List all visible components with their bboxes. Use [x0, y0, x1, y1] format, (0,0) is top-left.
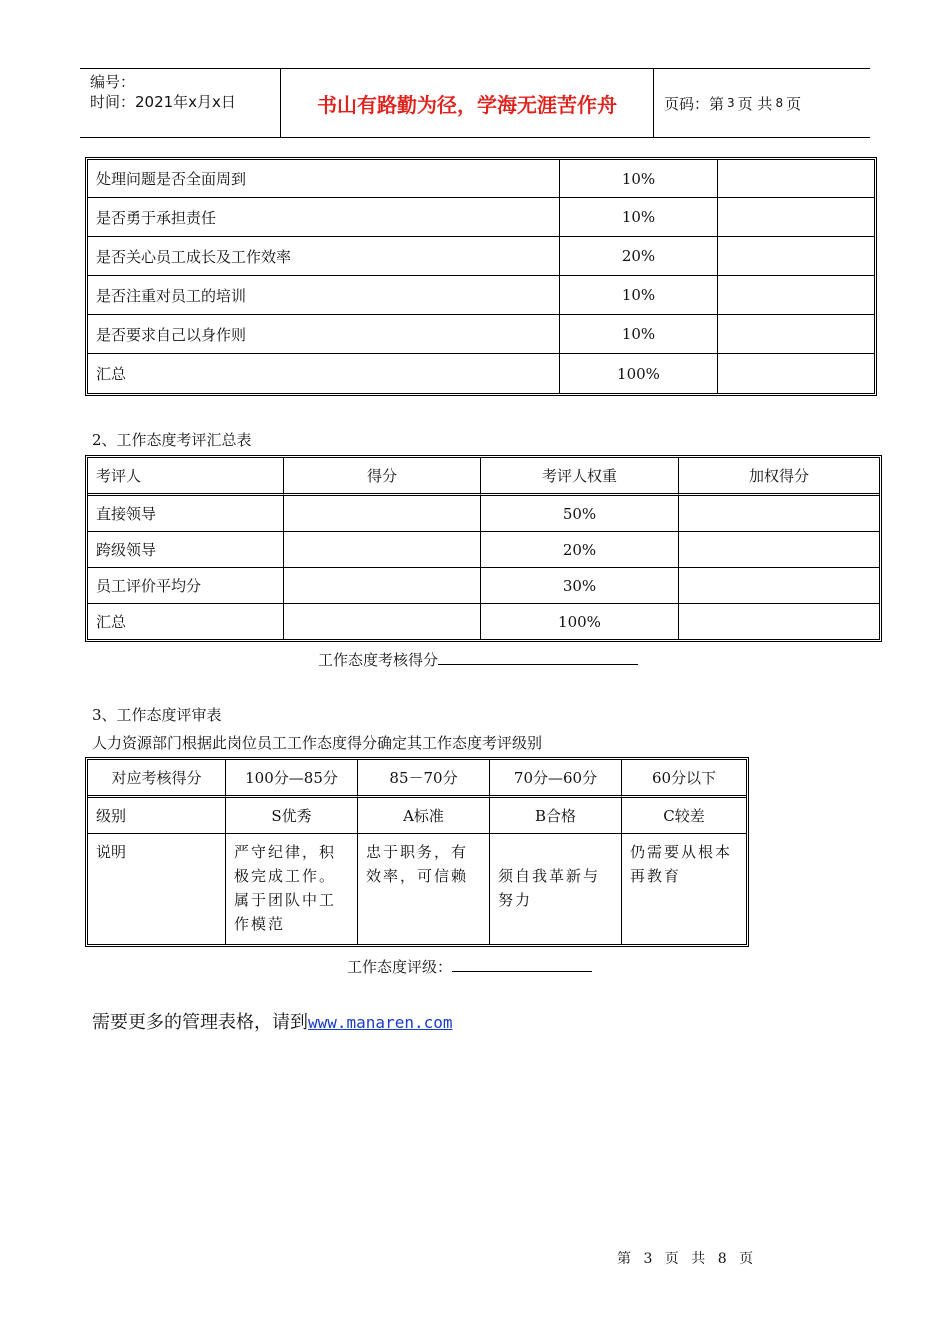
evaluator-cell: 汇总 — [88, 604, 284, 639]
weight-cell: 10% — [560, 315, 718, 354]
score-cell[interactable] — [718, 237, 874, 276]
header-cell: 加权得分 — [679, 458, 879, 496]
table-row — [88, 276, 874, 315]
header-cell: 得分 — [284, 458, 481, 496]
weight-cell: 30% — [481, 568, 679, 604]
attitude-summary-table — [85, 455, 882, 642]
score-cell[interactable] — [284, 496, 481, 532]
more-forms-text: 需要更多的管理表格，请到 — [92, 1012, 308, 1033]
item-cell: 是否勇于承担责任 — [88, 198, 560, 237]
evaluator-cell: 跨级领导 — [88, 532, 284, 568]
more-forms-line — [92, 1008, 453, 1034]
page-prefix: 页码：第 — [664, 94, 725, 113]
weighted-score-cell[interactable] — [679, 604, 879, 639]
weighted-score-cell[interactable] — [679, 532, 879, 568]
attitude-grade-table — [85, 757, 749, 947]
table-row — [88, 532, 879, 568]
weight-cell: 10% — [560, 276, 718, 315]
header-cell: 对应考核得分 — [88, 760, 226, 798]
desc-label-cell: 说明 — [88, 834, 226, 944]
weighted-score-cell[interactable] — [679, 568, 879, 604]
table-row — [88, 237, 874, 276]
item-cell: 汇总 — [88, 354, 560, 393]
score-cell[interactable] — [718, 198, 874, 237]
page-number: 第 3 页 共 8 页 — [617, 1251, 758, 1267]
evaluator-cell: 员工评价平均分 — [88, 568, 284, 604]
weight-cell: 10% — [560, 198, 718, 237]
header-cell: 70分—60分 — [490, 760, 622, 798]
table-row — [88, 798, 746, 834]
table-row — [88, 568, 879, 604]
weight-cell: 20% — [481, 532, 679, 568]
page-suffix: 页 — [786, 94, 802, 113]
table-row — [88, 315, 874, 354]
code-label: 编号： — [90, 73, 136, 91]
header-cell: 100分—85分 — [226, 760, 358, 798]
attitude-score-blank[interactable] — [438, 648, 638, 665]
item-cell: 处理问题是否全面周到 — [88, 160, 560, 198]
score-cell[interactable] — [284, 568, 481, 604]
score-cell[interactable] — [718, 160, 874, 198]
score-cell[interactable] — [718, 354, 874, 393]
item-cell: 是否关心员工成长及工作效率 — [88, 237, 560, 276]
level-label-cell: 级别 — [88, 798, 226, 834]
header-cell: 85－70分 — [358, 760, 490, 798]
header-page-info — [654, 69, 880, 137]
score-cell[interactable] — [284, 532, 481, 568]
header-meta — [80, 69, 281, 137]
attitude-score-line — [318, 648, 638, 670]
item-cell: 是否要求自己以身作则 — [88, 315, 560, 354]
level-cell: B合格 — [490, 798, 622, 834]
page-mid: 页 共 — [737, 94, 773, 113]
weight-cell: 20% — [560, 237, 718, 276]
time-label: 时间：2021年x月x日 — [90, 93, 236, 111]
weight-cell: 50% — [481, 496, 679, 532]
page-header — [80, 68, 870, 138]
level-cell: A标准 — [358, 798, 490, 834]
section3-intro: 人力资源部门根据此岗位员工工作态度得分确定其工作态度考评级别 — [92, 734, 543, 752]
page-total: 8 — [775, 96, 784, 110]
table-row — [88, 354, 874, 393]
desc-cell: 仍需要从根本再教育 — [630, 843, 733, 885]
score-cell[interactable] — [718, 315, 874, 354]
table-header-row — [88, 458, 879, 496]
table-header-row — [88, 760, 746, 798]
score-cell[interactable] — [284, 604, 481, 639]
header-cell: 考评人权重 — [481, 458, 679, 496]
level-cell: C较差 — [622, 798, 746, 834]
attitude-score-label: 工作态度考核得分 — [318, 651, 439, 669]
table-row — [88, 198, 874, 237]
item-cell: 是否注重对员工的培训 — [88, 276, 560, 315]
score-cell[interactable] — [718, 276, 874, 315]
table-row — [88, 834, 746, 944]
weight-cell: 100% — [481, 604, 679, 639]
header-cell: 考评人 — [88, 458, 284, 496]
weight-cell: 10% — [560, 160, 718, 198]
weighted-score-cell[interactable] — [679, 496, 879, 532]
table-row — [88, 604, 879, 639]
page-current: 3 — [727, 96, 735, 110]
desc-cell: 严守纪律，积极完成工作。属于团队中工作模范 — [226, 834, 358, 944]
section2-title: 2、工作态度考评汇总表 — [92, 431, 252, 449]
desc-cell: 须自我革新与努力 — [490, 834, 622, 944]
weight-cell: 100% — [560, 354, 718, 393]
level-cell: S优秀 — [226, 798, 358, 834]
section3-title: 3、工作态度评审表 — [92, 706, 222, 724]
table-row — [88, 496, 879, 532]
attitude-grade-label: 工作态度评级： — [347, 958, 453, 976]
attitude-grade-line — [347, 955, 592, 977]
table-row — [88, 160, 874, 198]
attitude-items-table — [85, 157, 877, 396]
website-link[interactable]: www.manaren.com — [308, 1013, 453, 1032]
header-slogan: 书山有路勤为径，学海无涯苦作舟 — [281, 69, 654, 137]
header-cell: 60分以下 — [622, 760, 746, 798]
evaluator-cell: 直接领导 — [88, 496, 284, 532]
attitude-grade-blank[interactable] — [452, 955, 592, 972]
desc-cell: 忠于职务，有效率，可信赖 — [358, 834, 490, 944]
